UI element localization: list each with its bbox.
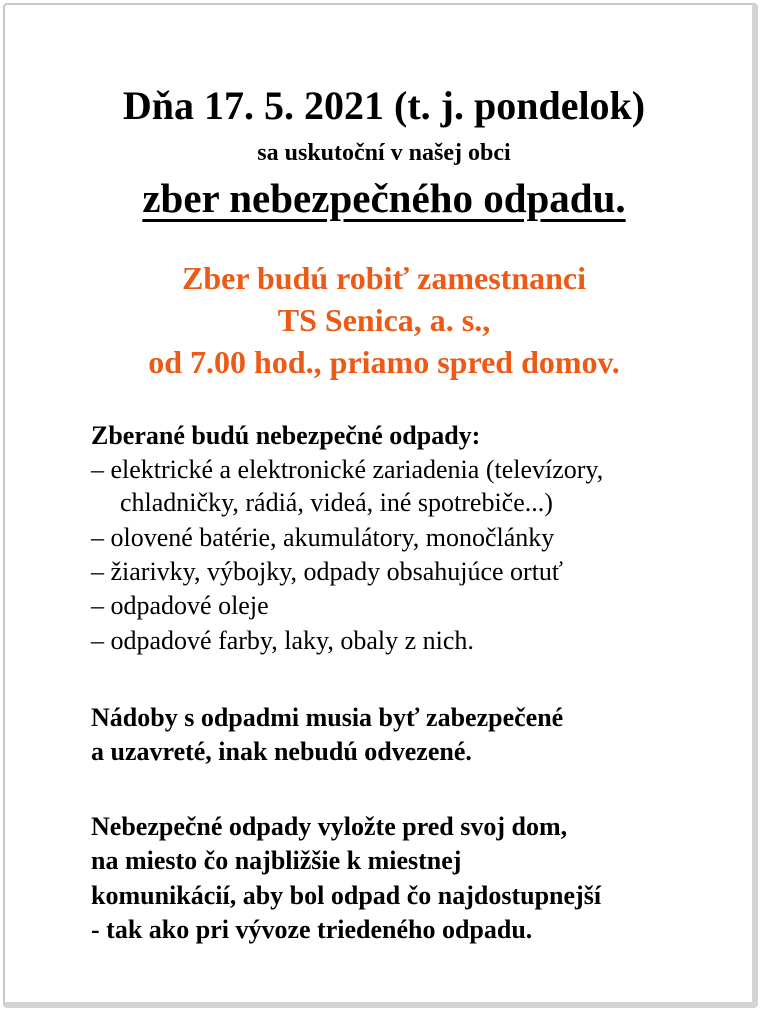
list-item: – odpadové farby, laky, obaly z nich. [91,626,474,655]
notice-title [0,174,768,222]
list-item: – olovené batérie, akumulátory, monočlánky [91,523,555,552]
date-heading: Dňa 17. 5. 2021 (t. j. pondelok) [122,83,646,128]
placement-paragraph-line: na miesto čo najbližšie k miestnej [91,846,462,875]
collector-line: Zber budú robiť zamestnanci [182,260,586,296]
placement-paragraph-line: Nebezpečné odpady vyložte pred svoj dom, [91,812,568,841]
company-line: TS Senica, a. s., [277,302,491,338]
list-item: – odpadové oleje [91,591,269,620]
placement-paragraph-line: komunikácií, aby bol odpad čo najdostupnejší [91,881,602,910]
time-line: od 7.00 hod., priamo spred domov. [148,344,620,380]
placement-paragraph-line: - tak ako pri vývoze triedeného odpadu. [91,915,533,944]
waste-list-heading: Zberané budú nebezpečné odpady: [91,421,481,450]
containers-paragraph-line: a uzavreté, inak nebudú odvezené. [91,737,472,766]
list-item-continuation: chladničky, rádiá, videá, iné spotrebiče...) [120,488,553,517]
location-subheading: sa uskutoční v našej obci [257,140,511,166]
notice-title-text: zber nebezpečného odpadu. [142,175,626,221]
containers-paragraph-line: Nádoby s odpadmi musia byť zabezpečené [91,703,564,732]
list-item: – elektrické a elektronické zariadenia (televízory, [91,455,604,484]
list-item: – žiarivky, výbojky, odpady obsahujúce ortuť [91,557,564,586]
